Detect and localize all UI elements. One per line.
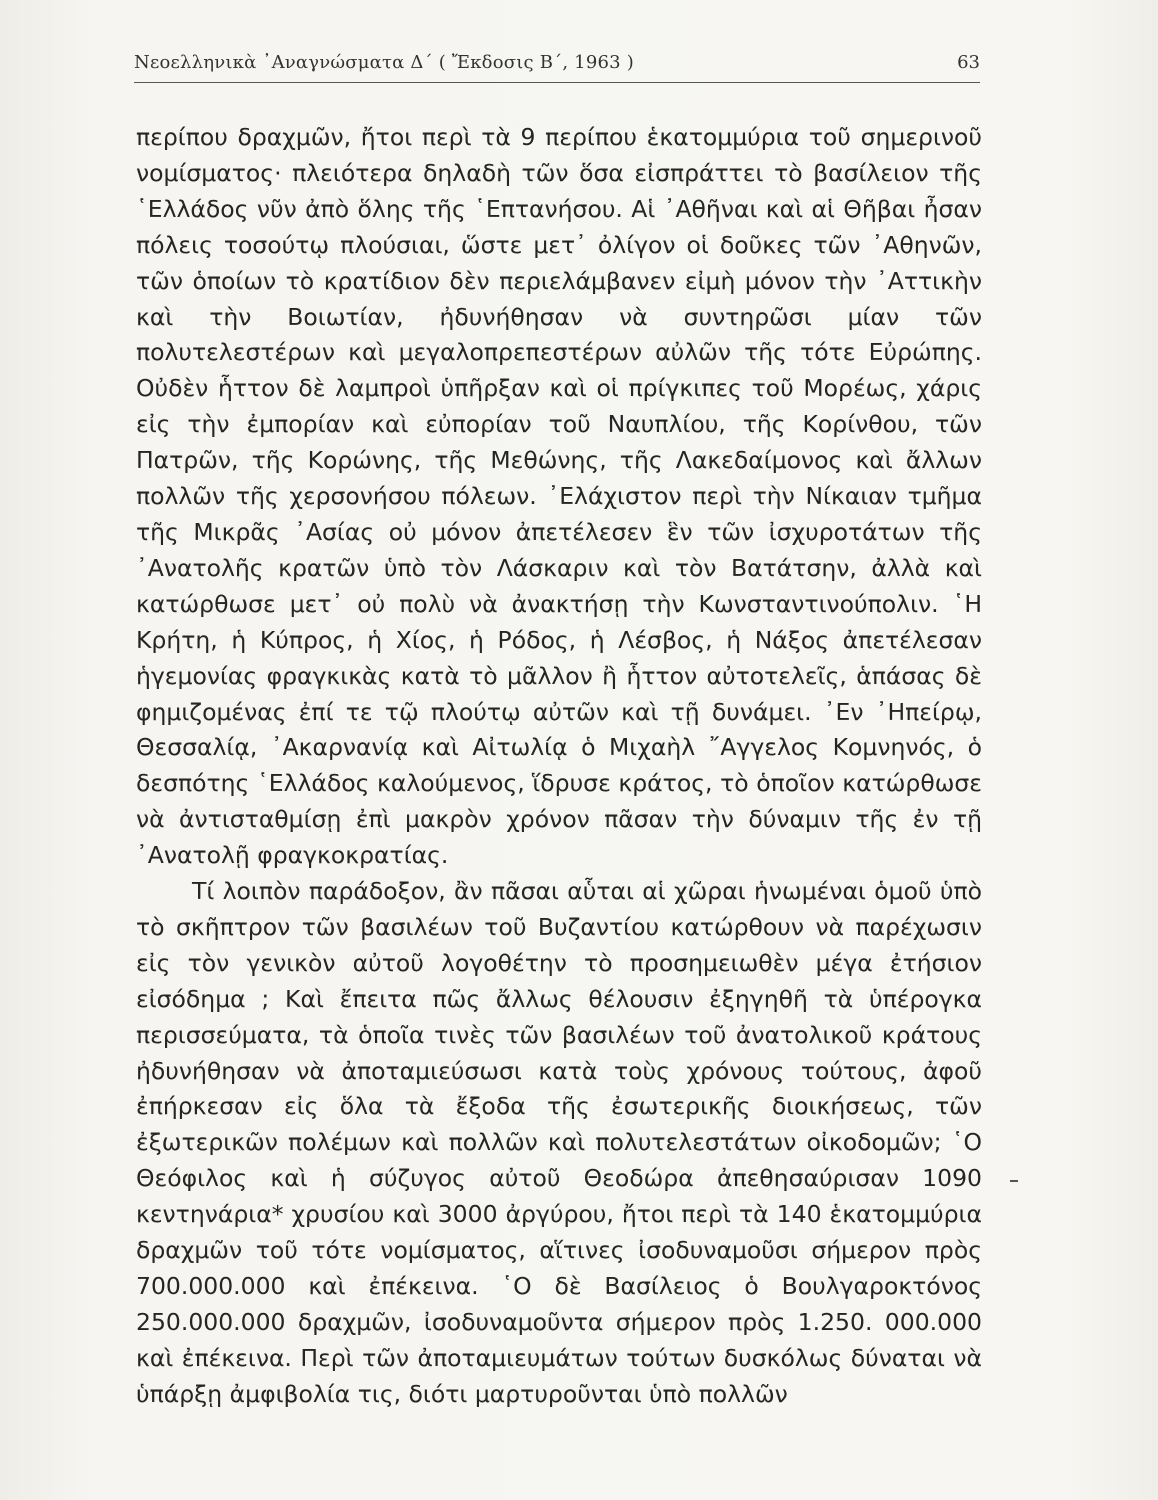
book-title: Νεοελληνικὰ ᾿Αναγνώσματα Δ΄ ( Ἔκδοσις Β΄, 1963 ) [134,52,634,73]
body-text [136,120,982,1413]
margin-mark [1010,1180,1018,1182]
running-header [134,48,980,83]
paragraph-continued: περίπου δραχμῶν, ἤτοι περὶ τὰ 9 περίπου ἑκατομμύρια τοῦ σημερινοῦ νομίσματος· πλειότερα δηλαδὴ τῶν ὅσα εἰσπράττει τὸ βασίλειον τῆς ῾Ελλάδος νῦν ἀπὸ ὅλης τῆς ῾Επτανήσου. Αἱ ᾿Αθῆναι καὶ αἱ Θῆβαι ἦσαν πόλεις τοσούτῳ πλούσιαι, ὥστε μετ᾿ ὀλίγον οἱ δοῦκες τῶν ᾿Αθηνῶν, τῶν ὁποίων τὸ κρατίδιον δὲν περιελάμβανεν εἰμὴ μόνον τὴν ᾿Αττικὴν καὶ τὴν Βοιωτίαν, ἠδυνήθησαν νὰ συντηρῶσι μίαν τῶν πολυτελεστέρων καὶ μεγαλοπρεπεστέρων αὐλῶν τῆς τότε Εὐρώπης. Οὐδὲν ἧττον δὲ λαμπροὶ ὑπῆρξαν καὶ οἱ πρίγκιπες τοῦ Μορέως, χάρις εἰς τὴν ἐμπορίαν καὶ εὐπορίαν τοῦ Ναυπλίου, τῆς Κορίνθου, τῶν Πατρῶν, τῆς Κορώνης, τῆς Μεθώνης, τῆς Λακεδαίμονος καὶ ἄλλων πολλῶν τῆς χερσονήσου πόλεων. ᾿Ελάχιστον περὶ τὴν Νίκαιαν τμῆμα τῆς Μικρᾶς ᾿Ασίας οὐ μόνον ἀπετέλεσεν ἓν τῶν ἰσχυροτάτων τῆς ᾿Ανατολῆς κρατῶν ὑπὸ τὸν Λάσκαριν καὶ τὸν Βατάτσην, ἀλλὰ καὶ κατώρθωσε μετ᾿ οὐ πολὺ νὰ ἀνακτήσῃ τὴν Κωνσταντινούπολιν. ῾Η Κρήτη, ἡ Κύπρος, ἡ Χίος, ἡ Ρόδος, ἡ Λέσβος, ἡ Νάξος ἀπετέλεσαν ἡγεμονίας φραγκικὰς κατὰ τὸ μᾶλλον ἢ ἧττον αὐτοτελεῖς, ἁπάσας δὲ φημιζομένας ἐπί τε τῷ πλούτῳ αὐτῶν καὶ τῇ δυνάμει. ᾿Εν ᾿Ηπείρῳ, Θεσσαλίᾳ, ᾿Ακαρνανίᾳ καὶ Αἰτωλίᾳ ὁ Μιχαὴλ ῎Αγγελος Κομνηνός, ὁ δεσπότης ῾Ελλάδος καλούμενος, ἵδρυσε κράτος, τὸ ὁποῖον κατώρθωσε νὰ ἀντισταθμίσῃ ἐπὶ μακρὸν χρόνον πᾶσαν τὴν δύναμιν τῆς ἐν τῇ ᾿Ανατολῇ φραγκοκρατίας. [136,123,982,870]
paragraph: Τί λοιπὸν παράδοξον, ἂν πᾶσαι αὗται αἱ χῶραι ἡνωμέναι ὁμοῦ ὑπὸ τὸ σκῆπτρον τῶν βασιλέων τοῦ Βυζαντίου κατώρθουν νὰ παρέχωσιν εἰς τὸν γενικὸν αὐτοῦ λογοθέτην τὸ προσημειωθὲν μέγα ἐτήσιον εἰσόδημα ; Καὶ ἔπειτα πῶς ἄλλως θέλουσιν ἐξηγηθῆ τὰ ὑπέρογκα περισσεύματα, τὰ ὁποῖα τινὲς τῶν βασιλέων τοῦ ἀνατολικοῦ κράτους ἠδυνήθησαν νὰ ἀποταμιεύσωσι κατὰ τοὺς χρόνους τούτους, ἀφοῦ ἐπήρκεσαν εἰς ὅλα τὰ ἔξοδα τῆς ἐσωτερικῆς διοικήσεως, τῶν ἐξωτερικῶν πολέμων καὶ πολλῶν καὶ πολυτελεστάτων οἰκοδομῶν; ῾Ο Θεόφιλος καὶ ἡ σύζυγος αὐτοῦ Θεοδώρα ἀπεθησαύρισαν 1090 κεντηνάρια* χρυσίου καὶ 3000 ἀργύρου, ἤτοι περὶ τὰ 140 ἑκατομμύρια δραχμῶν τοῦ τότε νομίσματος, αἵτινες ἰσοδυναμοῦσι σήμερον πρὸς 700.000.000 καὶ ἐπέκεινα. ῾Ο δὲ Βασίλειος ὁ Βουλγαροκτόνος 250.000.000 δραχμῶν, ἰσοδυναμοῦντα σήμερον πρὸς 1.250. 000.000 καὶ ἐπέκεινα. Περὶ τῶν ἀποταμιευμάτων τούτων δυσκόλως δύναται νὰ ὑπάρξῃ ἀμφιβολία τις, διότι μαρτυροῦνται ὑπὸ πολλῶν [136,877,982,1408]
page-number: 63 [957,52,980,73]
